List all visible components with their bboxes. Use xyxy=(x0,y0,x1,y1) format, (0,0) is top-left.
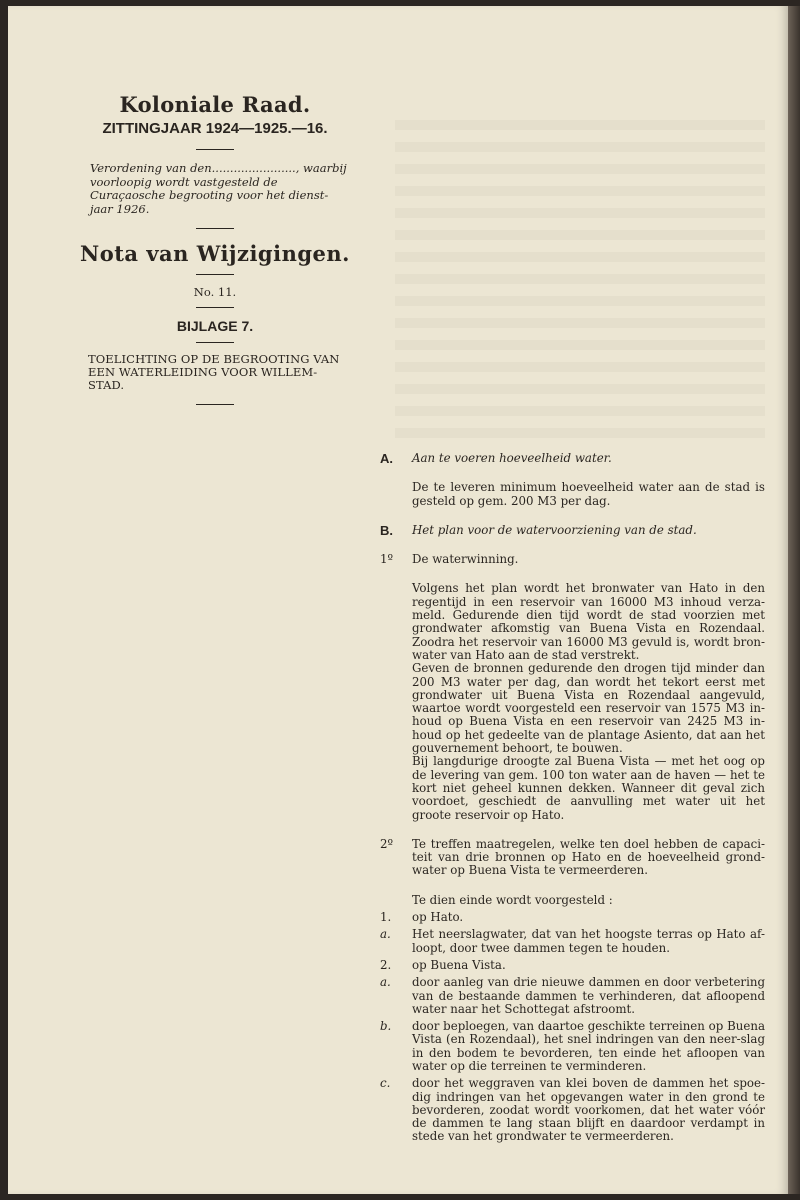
title-block xyxy=(80,88,350,417)
item-label: 2º xyxy=(380,836,394,851)
paragraph: Bij langdurige droogte zal Buena Vista — met het oog op de levering van gem. 100 ton water aan de haven — het te kort niet geheel kunnen dekken. Wanneer dit geval zich voordoet, geschiedt de aanvulling met water uit het groote reservoir op Hato. xyxy=(412,754,765,822)
section-heading: Het plan voor de watervoorziening van de stad. xyxy=(412,522,697,537)
divider xyxy=(196,149,234,150)
item-1-heading xyxy=(380,553,765,566)
divider xyxy=(196,228,234,229)
item-2 xyxy=(380,838,765,878)
list-item xyxy=(380,911,765,924)
list-label: b. xyxy=(380,1019,392,1034)
page-edge xyxy=(788,6,800,1194)
ordinance-text: Verordening van den......................., waarbij voorloopig wordt vastgesteld de Curaçaosche begrooting voor het dienst-jaar 1926. xyxy=(90,161,347,216)
list-label: 1. xyxy=(380,910,392,925)
item-heading: De waterwinning. xyxy=(412,552,519,567)
section-heading: Aan te voeren hoeveelheid water. xyxy=(412,451,612,465)
divider xyxy=(196,274,234,275)
paragraph: Volgens het plan wordt het bronwater van Hato in den regentijd in een reservoir van 16000 M3 inhoud verza-meld. Gedurende dien tijd wordt de stad voorzien met grondwater afkomstig van Buena Vista en Rozendaal. Zoodra het reservoir van 16000 M3 gevuld is, wordt bron-water van Hato aan de stad verstrekt. xyxy=(412,581,765,662)
divider xyxy=(196,404,234,405)
list-text: Het neerslagwater, dat van het hoogste terras op Hato af-loopt, door twee dammen tegen te houden. xyxy=(412,927,765,955)
list-text: op Hato. xyxy=(412,910,464,925)
list-label: a. xyxy=(380,927,391,942)
main-text xyxy=(380,452,765,1144)
list-text: door het weggraven van klei boven de dammen het spoe-dig indringen van het opgevangen water in den grond te bevorderen, zoodat wordt voorkomen, dat het water vóór de dammen te lang staan blijft en daardoor verdampt in stede van het grondwater te vermeerderen. xyxy=(412,1076,765,1144)
list-intro: Te dien einde wordt voorgesteld : xyxy=(412,892,613,907)
nota-title: Nota van Wijzigingen. xyxy=(80,241,350,266)
list-text: door beploegen, van daartoe geschikte terreinen op Buena Vista (en Rozendaal), het snel indringen van den neer-slag in den bodem te bevorderen, ten einde het afloopen van water op die terreinen te verminderen. xyxy=(412,1019,765,1073)
explanation-title: TOELICHTING OP DE BEGROOTING VAN EEN WATERLEIDING VOOR WILLEM-STAD. xyxy=(88,352,340,392)
list-label: 2. xyxy=(380,957,392,972)
section-label: A. xyxy=(380,451,393,466)
list-item xyxy=(380,1077,765,1143)
list-item xyxy=(380,928,765,955)
section-a-heading xyxy=(380,452,765,465)
appendix-title: BIJLAGE 7. xyxy=(176,318,254,334)
list-item xyxy=(380,976,765,1016)
reverse-side-bleed xyxy=(395,120,765,450)
list-item xyxy=(380,959,765,972)
document-number: No. 11. xyxy=(193,285,237,299)
session-year: ZITTINGJAAR 1924—1925.—16. xyxy=(102,120,328,137)
list-item xyxy=(380,1020,765,1073)
council-title: Koloniale Raad. xyxy=(119,92,311,117)
list-text: op Buena Vista. xyxy=(412,957,506,972)
list-text: door aanleg van drie nieuwe dammen en door verbetering van de bestaande dammen te verhinderen, dat afloopend water naar het Schottegat afstroomt. xyxy=(412,975,765,1016)
item-text: Te treffen maatregelen, welke ten doel hebben de capaci-teit van drie bronnen op Hato en de hoeveelheid grond-water op Buena Vista te vermeerderen. xyxy=(412,836,765,878)
divider xyxy=(196,342,234,343)
section-b-heading xyxy=(380,524,765,537)
paragraph: Geven de bronnen gedurende den drogen tijd minder dan 200 M3 water per dag, dan wordt het tekort eerst met grondwater uit Buena Vista en Rozendaal aangevuld, waartoe wordt voorgesteld een reservoir van 1575 M3 in-houd op Buena Vista en een reservoir van 2425 M3 in-houd op het gedeelte van de plantage Asiento, dat aan het gouvernement behoort, te bouwen. xyxy=(412,661,765,756)
divider xyxy=(196,307,234,308)
section-a-text: De te leveren minimum hoeveelheid water aan de stad is gesteld op gem. 200 M3 per dag. xyxy=(412,480,765,508)
list-label: c. xyxy=(380,1076,391,1091)
item-label: 1º xyxy=(380,552,394,567)
list-label: a. xyxy=(380,975,391,990)
section-label: B. xyxy=(380,522,393,538)
